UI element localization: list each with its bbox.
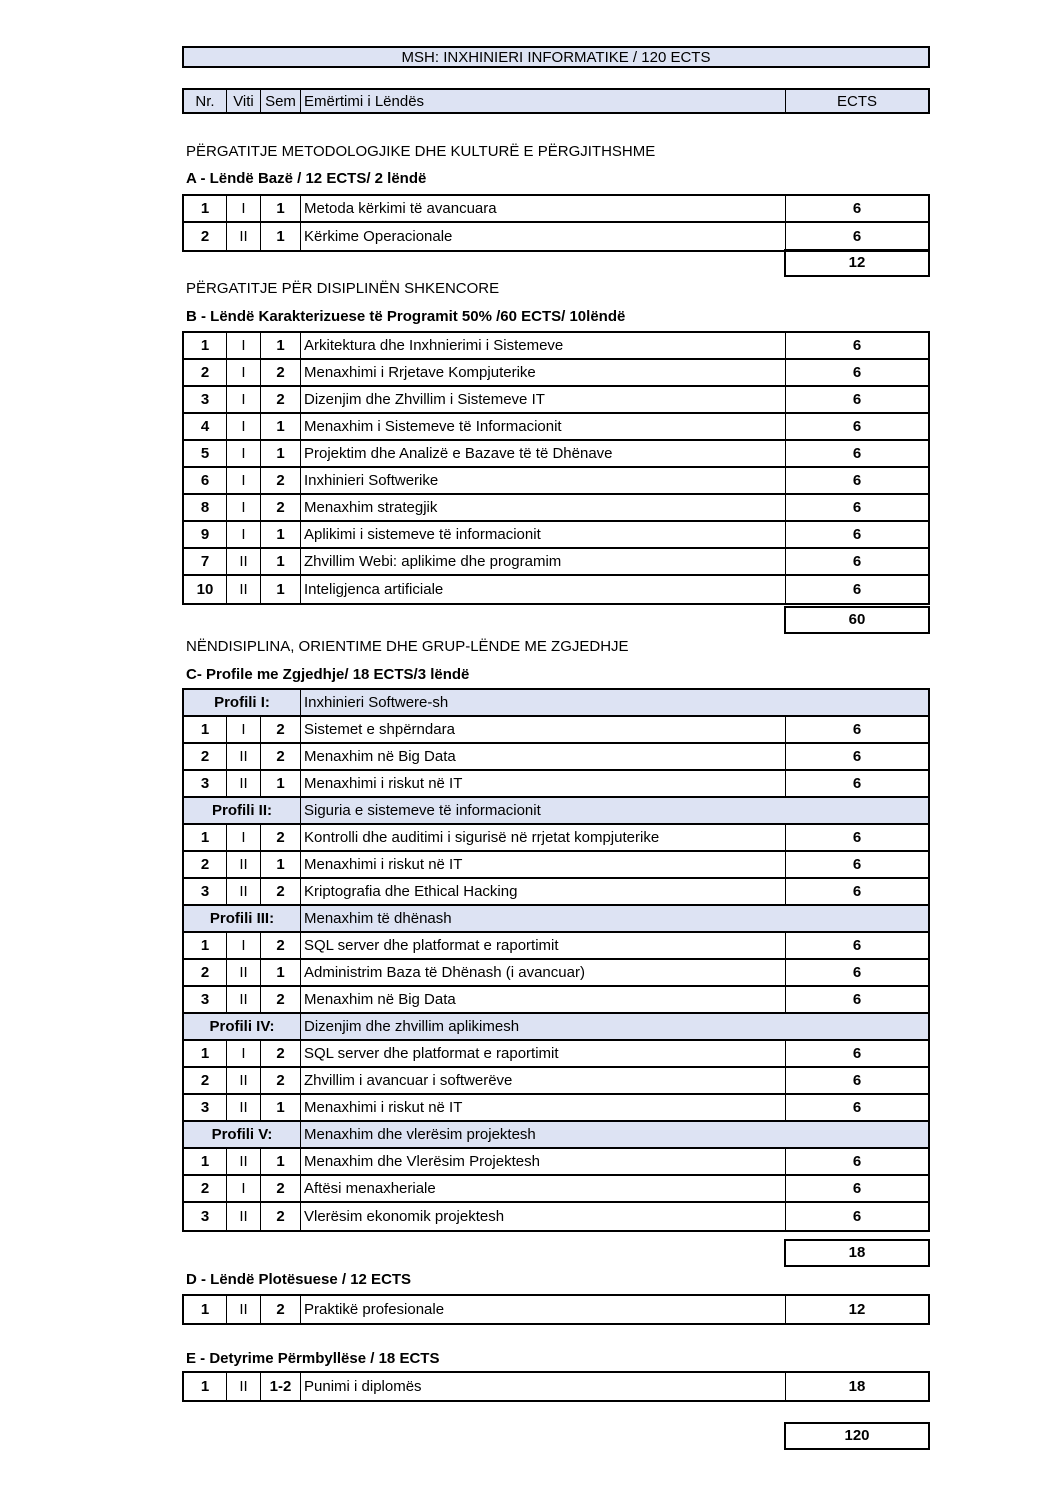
course-semester: 1 (261, 576, 301, 603)
course-ects: 6 (852, 856, 862, 873)
course-ects: 6 (852, 472, 862, 489)
course-year: II (227, 852, 261, 877)
profile-name: Siguria e sistemeve të informacionit (304, 802, 541, 819)
header-viti: Viti (227, 90, 261, 112)
course-name: Praktikë profesionale (301, 1296, 786, 1323)
course-name: Menaxhim në Big Data (301, 987, 786, 1012)
course-nr: 1 (184, 1149, 227, 1174)
course-name: Kërkime Operacionale (301, 223, 786, 250)
course-ects: 6 (852, 445, 862, 462)
course-ects: 6 (852, 721, 862, 738)
course-name: Punimi i diplomës (301, 1373, 786, 1400)
course-ects: 6 (852, 1153, 862, 1170)
course-semester: 2 (261, 744, 301, 769)
course-year: II (227, 879, 261, 904)
course-semester: 1 (261, 1149, 301, 1174)
table-row (184, 1149, 928, 1176)
course-nr: 1 (184, 333, 227, 358)
course-year: II (227, 223, 261, 250)
course-year: I (227, 825, 261, 850)
course-nr: 3 (184, 387, 227, 412)
profile-label: Profili I: (184, 690, 301, 715)
table-row (184, 744, 928, 771)
course-semester: 2 (261, 1176, 301, 1201)
course-year: II (227, 1068, 261, 1093)
course-year: I (227, 360, 261, 385)
course-nr: 2 (184, 744, 227, 769)
course-year: I (227, 1041, 261, 1066)
course-name: Menaxhimi i riskut në IT (301, 771, 786, 796)
course-name: SQL server dhe platformat e raportimit (301, 933, 786, 958)
table-row (184, 549, 928, 576)
course-semester: 2 (261, 717, 301, 742)
course-name: Menaxhim i Sistemeve të Informacionit (301, 414, 786, 439)
course-name: Metoda kërkimi të avancuara (301, 196, 786, 221)
course-ects: 6 (852, 553, 862, 570)
course-nr: 10 (184, 576, 227, 603)
profile-label: Profili III: (184, 906, 301, 931)
course-year: I (227, 495, 261, 520)
course-year: II (227, 1296, 261, 1323)
course-semester: 1 (261, 771, 301, 796)
section-a-heading: PËRGATITJE METODOLOGJIKE DHE KULTURË E PËRGJITHSHME (186, 143, 656, 160)
table-row (184, 933, 928, 960)
header-nr: Nr. (184, 90, 227, 112)
course-ects: 6 (852, 748, 862, 765)
course-year: II (227, 576, 261, 603)
section-e-subheading: E - Detyrime Përmbyllëse / 18 ECTS (186, 1350, 440, 1367)
course-nr: 1 (184, 933, 227, 958)
profile-name: Dizenjim dhe zhvillim aplikimesh (304, 1018, 520, 1035)
course-nr: 2 (184, 852, 227, 877)
course-semester: 2 (261, 987, 301, 1012)
course-year: II (227, 1203, 261, 1230)
table-header (182, 88, 930, 114)
course-year: II (227, 1095, 261, 1120)
course-name: Projektim dhe Analizë e Bazave të të Dhënave (301, 441, 786, 466)
course-nr: 2 (184, 1176, 227, 1201)
profile-name: Inxhinieri Softwere-sh (304, 694, 449, 711)
course-name: Kontrolli dhe auditimi i sigurisë në rrjetat kompjuterike (301, 825, 786, 850)
course-ects: 6 (852, 391, 862, 408)
course-semester: 1 (261, 223, 301, 250)
course-semester: 1 (261, 441, 301, 466)
course-year: I (227, 441, 261, 466)
course-nr: 1 (184, 1041, 227, 1066)
course-name: Zhvillim i avancuar i softwerëve (301, 1068, 786, 1093)
course-ects: 6 (852, 1208, 862, 1225)
course-semester: 2 (261, 360, 301, 385)
profile-header-row (184, 1014, 928, 1041)
course-name: Dizenjim dhe Zhvillim i Sistemeve IT (301, 387, 786, 412)
course-nr: 2 (184, 223, 227, 250)
section-c-table (182, 688, 930, 1232)
table-row (184, 771, 928, 798)
course-year: I (227, 717, 261, 742)
table-row (184, 879, 928, 906)
course-ects: 6 (852, 337, 862, 354)
header-sem: Sem (261, 90, 301, 112)
course-ects: 6 (852, 200, 862, 217)
course-nr: 3 (184, 987, 227, 1012)
course-semester: 2 (261, 1203, 301, 1230)
profile-header-row (184, 798, 928, 825)
course-year: I (227, 522, 261, 547)
section-c-heading: NËNDISIPLINA, ORIENTIME DHE GRUP-LËNDE ME ZGJEDHJE (186, 638, 629, 655)
course-nr: 3 (184, 771, 227, 796)
profile-label: Profili IV: (184, 1014, 301, 1039)
course-ects: 6 (852, 883, 862, 900)
course-nr: 2 (184, 960, 227, 985)
course-name: Inxhinieri Softwerike (301, 468, 786, 493)
course-semester: 1 (261, 414, 301, 439)
course-year: II (227, 1149, 261, 1174)
course-year: I (227, 196, 261, 221)
table-row (184, 1095, 928, 1122)
course-name: Menaxhim në Big Data (301, 744, 786, 769)
course-year: II (227, 1373, 261, 1400)
course-name: Aftësi menaxheriale (301, 1176, 786, 1201)
course-name: Inteligjenca artificiale (301, 576, 786, 603)
course-year: I (227, 333, 261, 358)
course-semester: 1 (261, 852, 301, 877)
section-a-total: 12 (784, 249, 930, 277)
course-nr: 1 (184, 825, 227, 850)
section-b-heading: PËRGATITJE PËR DISIPLINËN SHKENCORE (186, 280, 500, 297)
course-year: II (227, 960, 261, 985)
course-year: I (227, 414, 261, 439)
course-name: Administrim Baza të Dhënash (i avancuar) (301, 960, 786, 985)
course-semester: 2 (261, 1296, 301, 1323)
profile-header-row (184, 906, 928, 933)
course-name: Menaxhim strategjik (301, 495, 786, 520)
course-ects: 6 (852, 775, 862, 792)
table-row (184, 387, 928, 414)
course-name: Menaxhimi i Rrjetave Kompjuterike (301, 360, 786, 385)
course-year: II (227, 987, 261, 1012)
table-row (184, 441, 928, 468)
course-year: II (227, 549, 261, 574)
course-name: Menaxhimi i riskut në IT (301, 852, 786, 877)
course-ects: 6 (852, 964, 862, 981)
course-semester: 2 (261, 1068, 301, 1093)
section-c-total: 18 (784, 1239, 930, 1267)
course-nr: 1 (184, 1296, 227, 1323)
course-nr: 3 (184, 1203, 227, 1230)
course-ects: 6 (852, 1180, 862, 1197)
course-nr: 5 (184, 441, 227, 466)
course-name: Arkitektura dhe Inxhnierimi i Sistemeve (301, 333, 786, 358)
course-name: Sistemet e shpërndara (301, 717, 786, 742)
profile-header-row (184, 1122, 928, 1149)
table-row (184, 1373, 928, 1400)
table-row (184, 1041, 928, 1068)
course-semester: 1 (261, 196, 301, 221)
section-b-subheading: B - Lëndë Karakterizuese të Programit 50% /60 ECTS/ 10lëndë (186, 308, 626, 325)
course-nr: 3 (184, 879, 227, 904)
course-semester: 1-2 (261, 1373, 301, 1400)
course-ects: 6 (852, 581, 862, 598)
course-ects: 6 (852, 1045, 862, 1062)
course-nr: 2 (184, 1068, 227, 1093)
table-row (184, 852, 928, 879)
course-year: I (227, 387, 261, 412)
course-ects: 6 (852, 526, 862, 543)
grand-total: 120 (784, 1422, 930, 1450)
course-name: Menaxhim dhe Vlerësim Projektesh (301, 1149, 786, 1174)
course-ects: 6 (852, 991, 862, 1008)
table-row (184, 360, 928, 387)
table-row (184, 825, 928, 852)
table-row (184, 223, 928, 250)
profile-label: Profili II: (184, 798, 301, 823)
course-semester: 2 (261, 933, 301, 958)
profile-label: Profili V: (184, 1122, 301, 1147)
table-row (184, 1176, 928, 1203)
course-semester: 2 (261, 879, 301, 904)
course-nr: 3 (184, 1095, 227, 1120)
section-a-table (182, 194, 930, 252)
table-row (184, 333, 928, 360)
section-b-total: 60 (784, 606, 930, 634)
course-year: I (227, 468, 261, 493)
section-d-subheading: D - Lëndë Plotësuese / 12 ECTS (186, 1271, 412, 1288)
course-ects: 12 (848, 1301, 866, 1318)
table-row (184, 1203, 928, 1230)
section-b-table (182, 331, 930, 605)
course-semester: 1 (261, 960, 301, 985)
course-semester: 2 (261, 387, 301, 412)
header-ects: ECTS (836, 92, 877, 110)
course-ects: 6 (852, 1072, 862, 1089)
table-row (184, 1296, 928, 1323)
course-nr: 8 (184, 495, 227, 520)
course-ects: 6 (852, 228, 862, 245)
course-ects: 18 (848, 1378, 866, 1395)
course-nr: 4 (184, 414, 227, 439)
course-nr: 1 (184, 196, 227, 221)
course-semester: 2 (261, 1041, 301, 1066)
section-a-subheading: A - Lëndë Bazë / 12 ECTS/ 2 lëndë (186, 170, 427, 187)
course-name: SQL server dhe platformat e raportimit (301, 1041, 786, 1066)
course-ects: 6 (852, 499, 862, 516)
course-ects: 6 (852, 1099, 862, 1116)
course-semester: 1 (261, 1095, 301, 1120)
course-semester: 1 (261, 333, 301, 358)
course-name: Vlerësim ekonomik projektesh (301, 1203, 786, 1230)
profile-header-row (184, 690, 928, 717)
course-semester: 2 (261, 495, 301, 520)
program-title: MSH: INXHINIERI INFORMATIKE / 120 ECTS (182, 46, 930, 68)
table-row (184, 495, 928, 522)
table-row (184, 717, 928, 744)
course-ects: 6 (852, 937, 862, 954)
course-name: Kriptografia dhe Ethical Hacking (301, 879, 786, 904)
course-year: II (227, 744, 261, 769)
course-ects: 6 (852, 829, 862, 846)
course-nr: 6 (184, 468, 227, 493)
table-row (184, 576, 928, 603)
course-nr: 9 (184, 522, 227, 547)
course-ects: 6 (852, 418, 862, 435)
course-name: Menaxhimi i riskut në IT (301, 1095, 786, 1120)
course-semester: 1 (261, 522, 301, 547)
course-year: I (227, 933, 261, 958)
table-row (184, 196, 928, 223)
table-row (184, 960, 928, 987)
course-name: Zhvillim Webi: aplikime dhe programim (301, 549, 786, 574)
course-year: II (227, 771, 261, 796)
course-name: Aplikimi i sistemeve të informacionit (301, 522, 786, 547)
table-row (184, 522, 928, 549)
header-name: Emërtimi i Lëndës (301, 90, 786, 112)
course-ects: 6 (852, 364, 862, 381)
course-nr: 1 (184, 1373, 227, 1400)
profile-name: Menaxhim dhe vlerësim projektesh (304, 1126, 536, 1143)
course-nr: 7 (184, 549, 227, 574)
table-row (184, 414, 928, 441)
table-row (184, 987, 928, 1014)
section-d-table (182, 1294, 930, 1325)
course-year: I (227, 1176, 261, 1201)
section-c-subheading: C- Profile me Zgjedhje/ 18 ECTS/3 lëndë (186, 666, 470, 683)
profile-name: Menaxhim të dhënash (304, 910, 452, 927)
course-nr: 1 (184, 717, 227, 742)
course-semester: 1 (261, 549, 301, 574)
section-e-table (182, 1371, 930, 1402)
course-semester: 2 (261, 825, 301, 850)
table-row (184, 468, 928, 495)
course-nr: 2 (184, 360, 227, 385)
table-row (184, 1068, 928, 1095)
course-semester: 2 (261, 468, 301, 493)
